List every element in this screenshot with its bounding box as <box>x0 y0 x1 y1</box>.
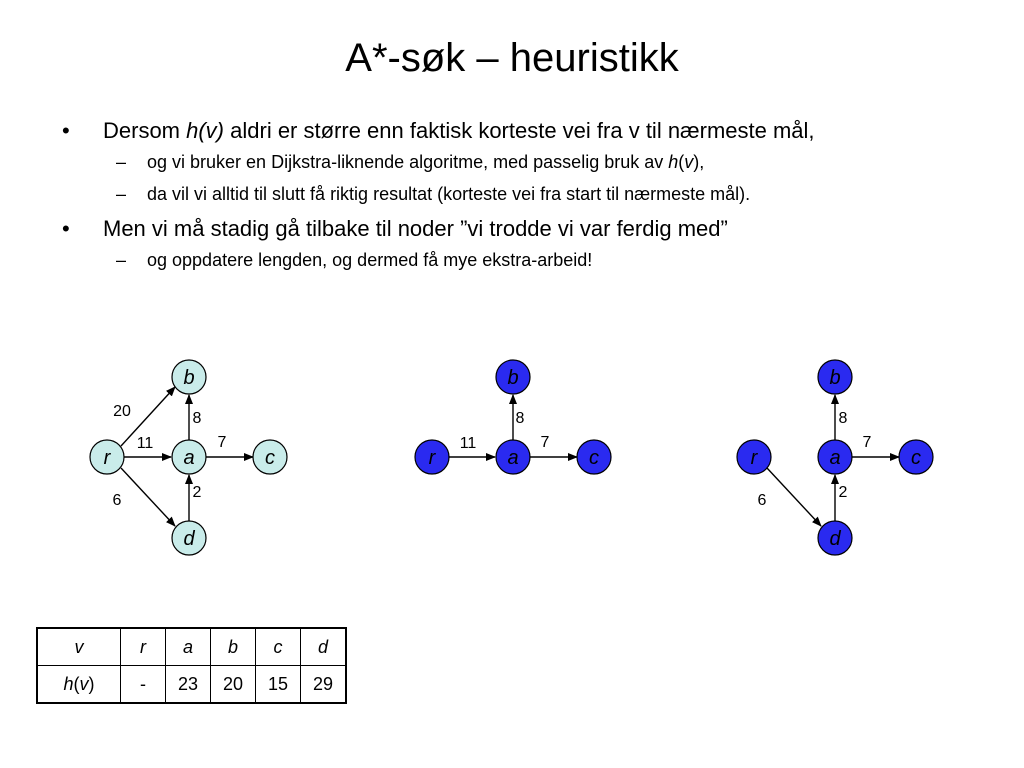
weight-a-b: 8 <box>838 410 848 427</box>
graph-full <box>90 360 287 555</box>
node-r <box>737 440 771 474</box>
weight-r-d: 6 <box>757 492 767 509</box>
svg-text:c: c <box>589 447 599 469</box>
table-cell: 23 <box>166 666 211 704</box>
edge-r-d <box>767 468 821 526</box>
dash-mark: – <box>116 250 127 270</box>
node-d <box>818 521 852 555</box>
bullet-1-text-start: Dersom <box>103 118 187 143</box>
sub-1-open: ( <box>678 152 685 172</box>
weight-a-b: 8 <box>192 410 202 427</box>
node-b <box>496 360 530 394</box>
bullet-2-text: Men vi må stadig gå tilbake til noder ”vi trodde vi var ferdig med” <box>103 216 728 241</box>
svg-text:c: c <box>265 447 275 469</box>
table-cell: - <box>121 666 166 704</box>
table-cell: c <box>256 628 301 666</box>
table-cell: b <box>211 628 256 666</box>
bullet-mark: • <box>62 118 70 143</box>
node-d <box>172 521 206 555</box>
weight-a-c: 7 <box>862 434 872 451</box>
weight-d-a: 2 <box>192 484 202 501</box>
table-cell: d <box>301 628 347 666</box>
svg-text:c: c <box>911 447 921 469</box>
table-header-row <box>37 628 346 666</box>
weight-r-a: 11 <box>136 435 154 452</box>
svg-text:a: a <box>507 447 519 469</box>
weight-r-b: 20 <box>113 403 131 420</box>
bullet-1-hv: h(v) <box>186 118 225 143</box>
sub-1-text: og vi bruker en Dijkstra-liknende algoritme, med passelig bruk av <box>147 152 669 172</box>
sub-1-h: h <box>668 152 679 172</box>
table-row <box>37 666 346 704</box>
weight-a-c: 7 <box>217 434 227 451</box>
node-c <box>899 440 933 474</box>
weight-d-a: 2 <box>838 484 848 501</box>
table-cell: r <box>121 628 166 666</box>
svg-text:d: d <box>829 528 841 550</box>
node-r <box>415 440 449 474</box>
node-r <box>90 440 124 474</box>
weight-r-a: 11 <box>459 435 477 452</box>
svg-text:a: a <box>829 447 841 469</box>
svg-text:r: r <box>750 447 758 469</box>
node-c <box>577 440 611 474</box>
table-cell: a <box>166 628 211 666</box>
sub-1-v: v <box>684 152 694 172</box>
slide-title: A*-søk – heuristikk <box>345 36 679 80</box>
heuristic-table <box>36 627 347 704</box>
edge-r-d <box>121 468 175 526</box>
svg-text:r: r <box>103 447 111 469</box>
node-c <box>253 440 287 474</box>
sub-2-text: da vil vi alltid til slutt få riktig resultat (korteste vei fra start til nærmeste mål). <box>147 184 751 204</box>
table-cell: 15 <box>256 666 301 704</box>
svg-text:b: b <box>829 367 841 389</box>
sub-3-text: og oppdatere lengden, og dermed få mye ekstra-arbeid! <box>147 250 593 270</box>
node-a <box>818 440 852 474</box>
sub-1-close: ), <box>693 152 705 172</box>
svg-text:r: r <box>428 447 436 469</box>
node-b <box>818 360 852 394</box>
graph-middle <box>415 360 611 474</box>
weight-r-d: 6 <box>112 492 122 509</box>
bullet-1-text-end: aldri er større enn faktisk korteste vei fra v til nærmeste mål, <box>224 118 815 143</box>
dash-mark: – <box>116 152 127 172</box>
node-b <box>172 360 206 394</box>
node-a <box>172 440 206 474</box>
table-cell: 29 <box>301 666 347 704</box>
svg-text:b: b <box>183 367 195 389</box>
table-cell: 20 <box>211 666 256 704</box>
node-a <box>496 440 530 474</box>
svg-text:a: a <box>183 447 195 469</box>
table-cell: v <box>37 628 121 666</box>
dash-mark: – <box>116 184 127 204</box>
svg-text:d: d <box>183 528 195 550</box>
weight-a-b: 8 <box>515 410 525 427</box>
bullet-mark: • <box>62 216 70 241</box>
table-row-label: h(v) <box>37 666 121 704</box>
weight-a-c: 7 <box>540 434 550 451</box>
graph-right <box>737 360 933 555</box>
svg-text:b: b <box>507 367 519 389</box>
